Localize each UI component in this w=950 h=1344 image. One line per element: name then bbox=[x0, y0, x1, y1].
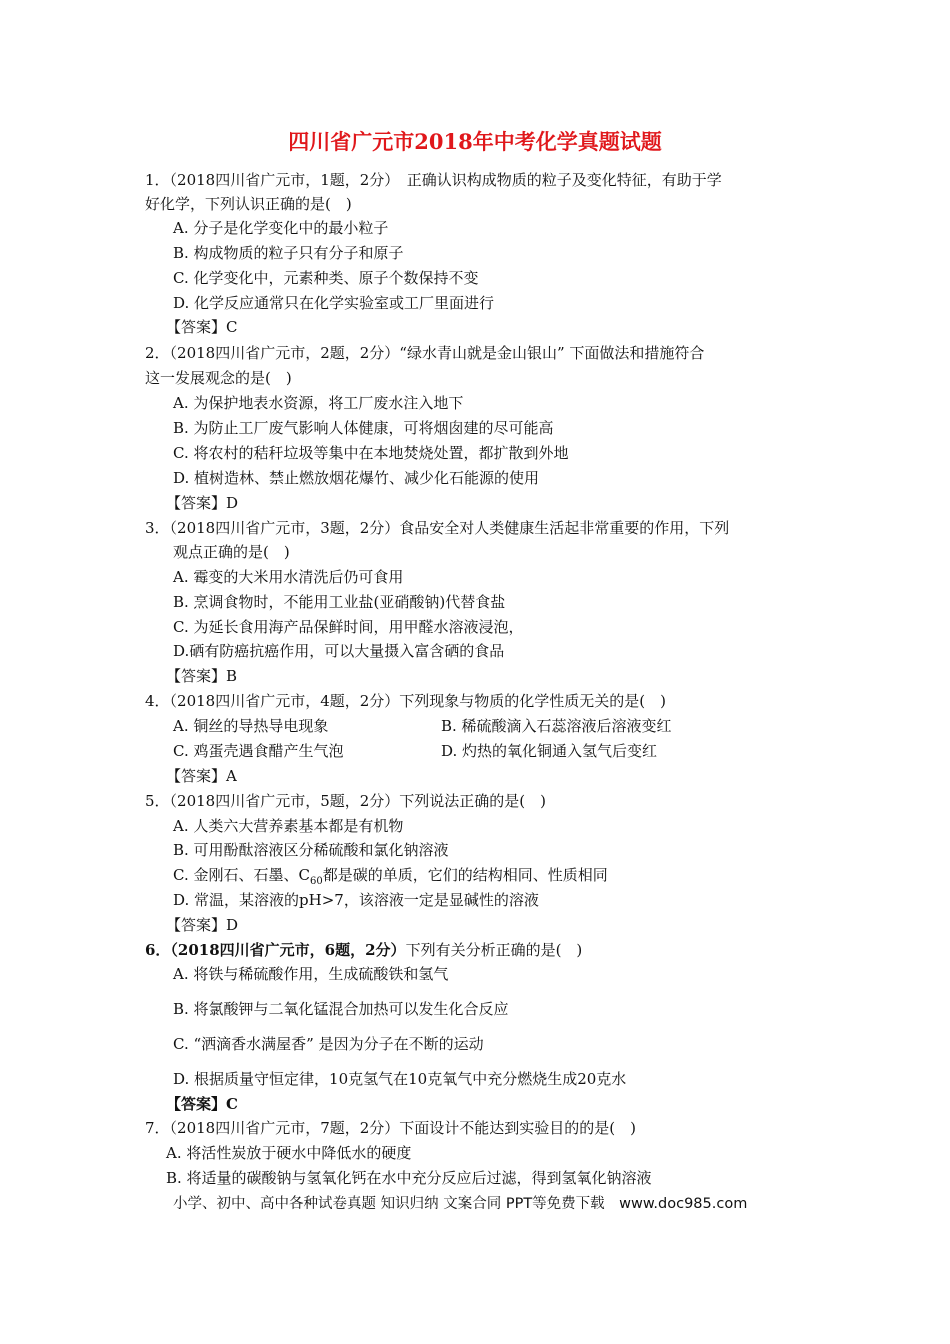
q7-stem-line1: 7．（2018四川省广元市，7题，2分）下面设计不能达到实验目的的是( ) bbox=[145, 1119, 637, 1137]
q5-option-a: A. 人类六大营养素基本都是有机物 bbox=[173, 817, 404, 835]
q4-option-a: A. 铜丝的导热导电现象 bbox=[173, 717, 329, 735]
q5-option-c-suffix: 都是碳的单质，它们的结构相同、性质相同 bbox=[322, 866, 608, 884]
q1-option-d: D. 化学反应通常只在化学实验室或工厂里面进行 bbox=[173, 294, 495, 312]
q6-stem-text: 下列有关分析正确的是( ) bbox=[405, 941, 583, 959]
q5-option-c-subscript: 60 bbox=[309, 876, 323, 887]
q5-option-c-prefix: C. 金刚石、石墨、C bbox=[173, 866, 310, 884]
q4-option-d: D. 灼热的氧化铜通入氢气后变红 bbox=[441, 742, 658, 760]
q5-answer: 【答案】D bbox=[166, 916, 239, 934]
q6-option-d: D. 根据质量守恒定律，10克氢气在10克氧气中充分燃烧生成20克水 bbox=[173, 1070, 627, 1088]
q2-option-d: D. 植树造林、禁止燃放烟花爆竹、减少化石能源的使用 bbox=[173, 469, 540, 487]
q6-stem-line1 bbox=[145, 940, 582, 960]
q3-option-a: A. 霉变的大米用水清洗后仍可食用 bbox=[173, 568, 404, 586]
q5-option-b: B. 可用酚酞溶液区分稀硫酸和氯化钠溶液 bbox=[173, 841, 449, 859]
q1-option-a: A. 分子是化学变化中的最小粒子 bbox=[173, 219, 389, 237]
q2-option-c: C. 将农村的秸秆垃圾等集中在本地焚烧处置，都扩散到外地 bbox=[173, 444, 569, 462]
q6-option-a: A. 将铁与稀硫酸作用，生成硫酸铁和氢气 bbox=[173, 965, 449, 983]
q2-option-b: B. 为防止工厂废气影响人体健康，可将烟囱建的尽可能高 bbox=[173, 419, 554, 437]
q5-option-c bbox=[173, 865, 608, 892]
q6-option-b: B. 将氯酸钾与二氧化锰混合加热可以发生化合反应 bbox=[173, 1000, 509, 1018]
q6-option-c: C. “洒滴香水满屋香” 是因为分子在不断的运动 bbox=[173, 1035, 484, 1053]
q7-option-a: A. 将活性炭放于硬水中降低水的硬度 bbox=[166, 1144, 412, 1162]
q3-option-c: C. 为延长食用海产品保鲜时间，用甲醛水溶液浸泡， bbox=[173, 618, 524, 636]
q3-stem-line1: 3．（2018四川省广元市，3题，2分）食品安全对人类健康生活起非常重要的作用，下列 bbox=[145, 519, 730, 537]
q4-stem-line1: 4．（2018四川省广元市，4题，2分）下列现象与物质的化学性质无关的是( ) bbox=[145, 692, 667, 710]
q1-stem-line1: 1．（2018四川省广元市，1题，2分） 正确认识构成物质的粒子及变化特征，有助于学 bbox=[145, 171, 722, 189]
q6-answer: 【答案】C bbox=[166, 1095, 238, 1113]
q1-answer: 【答案】C bbox=[166, 318, 238, 336]
q4-answer: 【答案】A bbox=[166, 767, 237, 785]
q3-answer: 【答案】B bbox=[166, 667, 238, 685]
q2-option-a: A. 为保护地表水资源，将工厂废水注入地下 bbox=[173, 394, 464, 412]
q2-stem-line1: 2．（2018四川省广元市，2题，2分）“绿水青山就是金山银山” 下面做法和措施符合 bbox=[145, 344, 705, 362]
q1-option-c: C. 化学变化中，元素种类、原子个数保持不变 bbox=[173, 269, 479, 287]
q4-option-b: B. 稀硫酸滴入石蕊溶液后溶液变红 bbox=[441, 717, 672, 735]
q5-stem-line1: 5．（2018四川省广元市，5题，2分）下列说法正确的是( ) bbox=[145, 792, 547, 810]
q6-stem-source: 6．（2018四川省广元市，6题，2分） bbox=[145, 941, 406, 959]
q4-option-c: C. 鸡蛋壳遇食醋产生气泡 bbox=[173, 742, 344, 760]
q3-option-d: D.硒有防癌抗癌作用，可以大量摄入富含硒的食品 bbox=[173, 642, 505, 660]
page-title: 四川省广元市2018年中考化学真题试题 bbox=[288, 129, 662, 154]
q5-option-d: D. 常温，某溶液的pH>7，该溶液一定是显碱性的溶液 bbox=[173, 891, 539, 909]
q3-option-b: B. 烹调食物时，不能用工业盐(亚硝酸钠)代替食盐 bbox=[173, 593, 506, 611]
q1-stem-line2: 好化学，下列认识正确的是( ) bbox=[145, 195, 352, 213]
q7-option-b: B. 将适量的碳酸钠与氢氧化钙在水中充分反应后过滤，得到氢氧化钠溶液 bbox=[166, 1169, 652, 1187]
q2-answer: 【答案】D bbox=[166, 494, 239, 512]
q2-stem-line2: 这一发展观念的是( ) bbox=[145, 369, 292, 387]
q3-stem-line2: 观点正确的是( ) bbox=[173, 543, 290, 561]
q1-option-b: B. 构成物质的粒子只有分子和原子 bbox=[173, 244, 404, 262]
page-footer: 小学、初中、高中各种试卷真题 知识归纳 文案合同 PPT等免费下载 www.doc985.com bbox=[173, 1196, 748, 1212]
